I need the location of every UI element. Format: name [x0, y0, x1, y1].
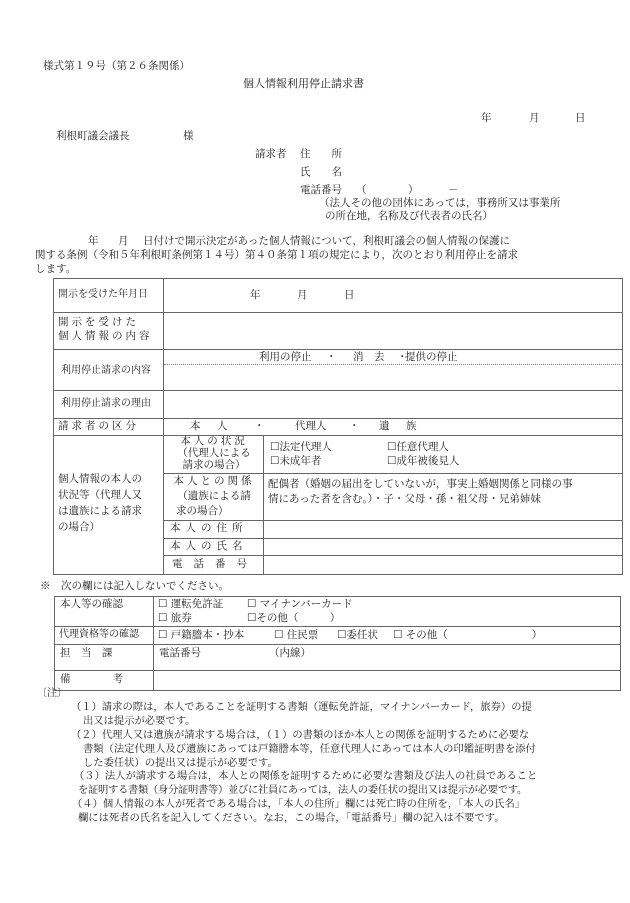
row-line — [53, 435, 623, 436]
checkbox-label: 旅券 — [170, 612, 192, 624]
note-4-line-1: （４）個人情報の本人が死者である場合は，「本人の住所」欄には死亡時の住所を，「本人の氏名」 — [72, 798, 526, 810]
checkbox-identity-other[interactable]: ☐その他（ ） — [247, 612, 341, 624]
checkbox-agent-other[interactable]: ☐ その他（ ） — [393, 629, 543, 641]
note-2-line-1: （２）代理人又は遺族が請求する場合は，（１）の書類のほか本人との関係を証明するために必要な — [71, 729, 530, 741]
table-border-bottom — [53, 574, 623, 575]
stop-content-label: 利用停止請求の内容 — [61, 365, 151, 376]
checkbox-voluntary-agent[interactable]: ☐任意代理人 — [387, 441, 449, 453]
stop-content-input[interactable] — [164, 365, 622, 390]
subject-status-label-line: は遺族による請求 — [58, 505, 142, 517]
checkbox-passport[interactable]: ☐ 旅券 — [158, 612, 192, 624]
phone-close-paren: ） — [408, 184, 419, 196]
note-3-line-1: （３）法人が請求する場合は，本人との関係を証明するために必要な書類及び法人の社員であること — [74, 770, 538, 782]
note-1-line-1: （１）請求の際は，本人であることを証明する書類（運転免許証，マイナンバーカード，旅券）の提 — [71, 701, 532, 713]
office-border-bottom — [54, 690, 621, 691]
subject-address-label: 本人の住所 — [170, 522, 248, 534]
checkbox-family-register[interactable]: ☐ 戸籍謄本・抄本 — [158, 629, 245, 641]
date-day-label: 日 — [575, 112, 586, 124]
checkbox-minor[interactable]: ☐未成年者 — [270, 455, 322, 467]
subject-name-input[interactable] — [264, 539, 622, 555]
subject-phone-input[interactable] — [264, 556, 622, 574]
checkbox-label: 未成年者 — [279, 455, 322, 467]
document-title: 個人情報利用停止請求書 — [243, 77, 364, 90]
table-border-left — [53, 278, 54, 575]
office-row-line — [54, 626, 621, 627]
note-4-line-2: 欄には死者の氏名を記入してください。なお，この場合，「電話番号」欄の記入は不要です。 — [78, 812, 505, 824]
status-label-line: 本人の状況 — [180, 435, 248, 447]
disclosure-year: 年 — [250, 289, 261, 301]
disclosure-content-label-2: 個人情報の内容 — [58, 330, 153, 342]
row-line — [53, 349, 623, 350]
checkbox-legal-agent[interactable]: ☐法定代理人 — [270, 441, 332, 453]
subject-status-label — [58, 471, 142, 535]
subject-phone-label: 電話番号 — [172, 558, 258, 570]
note-2-line-3: した委任状）の提出又は提示が必要です。 — [83, 757, 278, 769]
status-label — [166, 435, 262, 471]
stop-option-provision[interactable]: 提供の停止 — [405, 351, 458, 363]
relation-text-2: 情にあった者を含む。）・子・父母・孫・祖父母・兄弟姉妹 — [268, 493, 541, 505]
subject-status-label-line: 個人情報の本人の — [58, 473, 142, 485]
note-3-line-2: を証明する書類（身分証明書等）並びに社員にあっては，法人の委任状の提出又は提示が必要です。 — [78, 784, 527, 796]
disclosure-content-input[interactable] — [164, 313, 622, 349]
intro-year: 年 — [88, 235, 99, 247]
department-label: 担 当 課 — [60, 647, 113, 659]
table-border-right — [622, 278, 623, 575]
office-row-line — [54, 644, 621, 645]
office-use-notice: ※ 次の欄には記入しないでください。 — [40, 580, 229, 592]
relation-label-line: （遺族による請 — [177, 490, 251, 502]
office-border-top — [54, 596, 621, 597]
checkbox-label: 戸籍謄本・抄本 — [170, 629, 245, 641]
requester-phone-label: 電話番号 — [300, 184, 342, 196]
identity-check-label: 本人等の確認 — [60, 598, 123, 610]
requester-name-label: 氏 名 — [300, 166, 342, 178]
status-label-line: 請求の場合） — [182, 459, 246, 471]
addressee-suffix: 様 — [183, 130, 194, 142]
subject-status-label-line: 状況等（代理人又 — [58, 489, 142, 501]
note-1-line-2: 出又は提示が必要です。 — [83, 715, 196, 727]
addressee: 利根町議会議長 — [56, 130, 130, 142]
stop-separator: ・ — [397, 351, 408, 363]
stop-option-use[interactable]: 利用の停止 — [259, 351, 312, 363]
checkbox-power-of-attorney[interactable]: ☐委任状 — [337, 629, 378, 641]
department-phone-label: 電話番号 — [159, 647, 201, 659]
corp-note-line2: の所在地，名称及び代表者の氏名） — [325, 210, 493, 222]
subject-name-label: 本人の氏名 — [170, 540, 248, 552]
intro-month: 月 — [118, 235, 129, 247]
checkbox-label: その他（ ） — [405, 629, 543, 641]
corp-note-line1: （法人その他の団体にあっては，事務所又は事業所 — [319, 197, 561, 209]
checkbox-my-number-card[interactable]: ☐ マイナンバーカード — [247, 598, 353, 610]
disclosure-month: 月 — [297, 289, 308, 301]
stop-reason-input[interactable] — [164, 391, 622, 418]
subject-address-input[interactable] — [264, 521, 622, 538]
date-year-label: 年 — [481, 112, 492, 124]
disclosure-date-input[interactable] — [164, 279, 622, 312]
requester-type-label: 請求者の区分 — [58, 420, 139, 432]
status-label-line: （代理人による — [177, 447, 251, 459]
relation-text-1: 配偶者（婚姻の届出をしていないが，事実上婚姻関係と同様の事 — [268, 478, 573, 490]
subject-status-label-line: の場合） — [58, 521, 100, 533]
intro-line1: 日付けで開示決定があった個人情報について，利根町議会の個人情報の保護に — [143, 235, 510, 247]
requester-type-separator: ・ — [349, 420, 360, 432]
requester-address-label: 住 所 — [300, 148, 342, 160]
requester-type-agent[interactable]: 代理人 — [295, 420, 327, 432]
checkbox-label: その他（ ） — [256, 612, 341, 624]
form-number: 様式第１９号（第２６条関係） — [43, 60, 190, 72]
checkbox-label: 成年被後見人 — [396, 455, 460, 467]
checkbox-label: 法定代理人 — [279, 441, 332, 453]
intro-line2: 関する条例（令和５年利根町条例第１４号）第４０条第１項の規定により，次のとおり利用停止を請求 — [35, 249, 518, 261]
relation-label-line: 求の場合） — [176, 505, 229, 517]
department-extension-label: （内線） — [269, 647, 311, 659]
checkbox-adult-ward[interactable]: ☐成年被後見人 — [387, 455, 460, 467]
intro-line3: します。 — [35, 263, 77, 275]
checkbox-label: 住民票 — [286, 629, 319, 641]
stop-option-erase[interactable]: 消 去 — [353, 351, 385, 363]
stop-reason-label: 利用停止請求の理由 — [61, 398, 151, 409]
row-line — [53, 418, 623, 419]
phone-open-paren: （ — [356, 184, 367, 196]
requester-type-bereaved[interactable]: 遺 族 — [379, 420, 420, 432]
notes-heading: 〔注〕 — [37, 688, 67, 699]
disclosure-day: 日 — [344, 289, 355, 301]
note-2-line-2: 書類（法定代理人及び遺族にあっては戸籍謄本等，任意代理人にあっては本人の印鑑証明書を添付 — [83, 743, 536, 755]
remarks-input[interactable] — [154, 671, 620, 690]
phone-dash: － — [448, 184, 459, 196]
disclosure-date-label: 開示を受けた年月日 — [58, 289, 148, 300]
relation-label — [166, 474, 262, 519]
checkbox-label: 委任状 — [346, 629, 378, 641]
checkbox-resident-record[interactable]: ☐ 住民票 — [274, 629, 319, 641]
remarks-label: 備 考 — [60, 673, 123, 685]
stop-separator: ・ — [326, 351, 337, 363]
agent-check-label: 代理資格等の確認 — [59, 629, 139, 640]
requester-label: 請求者 — [255, 148, 287, 160]
disclosure-content-label-1: 開示を受けた — [58, 316, 139, 328]
date-month-label: 月 — [529, 112, 540, 124]
requester-type-self[interactable]: 本 人 — [190, 420, 231, 432]
relation-label-line: 本人との関係 — [173, 475, 255, 487]
checkbox-label: マイナンバーカード — [259, 598, 353, 610]
checkbox-label: 任意代理人 — [396, 441, 449, 453]
requester-type-separator: ・ — [254, 420, 265, 432]
checkbox-drivers-license[interactable]: ☐ 運転免許証 — [158, 598, 224, 610]
checkbox-label: 運転免許証 — [170, 598, 224, 610]
